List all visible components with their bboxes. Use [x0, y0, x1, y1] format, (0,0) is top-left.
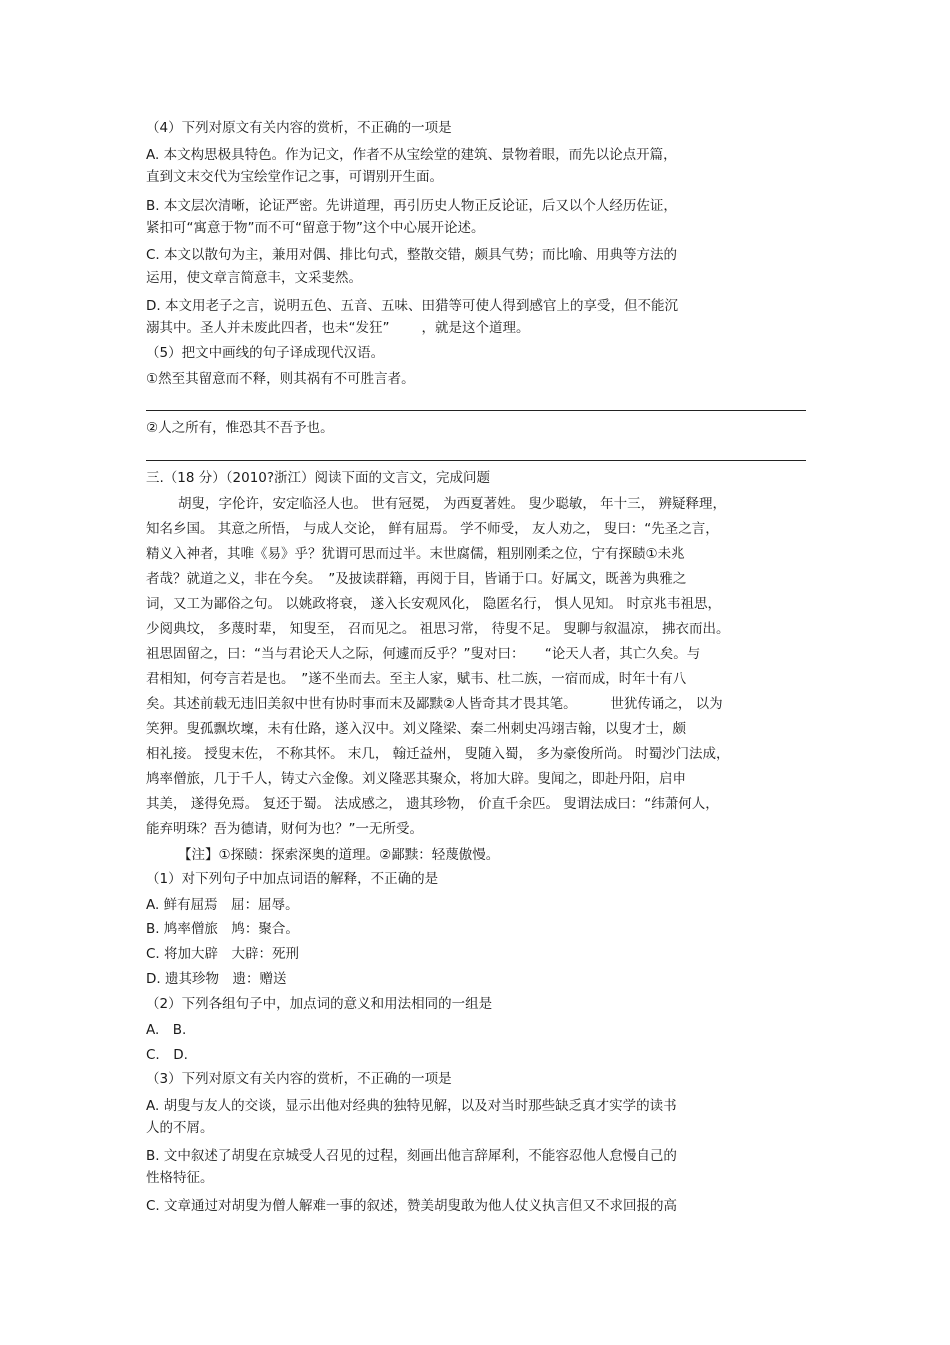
- q4-option-d-line2-part1: 溺其中。圣人并未废此四者，也未“发狂”: [146, 320, 390, 336]
- q5-sentence-2: ②人之所有，惟恐其不吾予也。: [146, 420, 334, 436]
- q3-prompt: （3）下列对原文有关内容的赏析，不正确的一项是: [146, 1071, 452, 1087]
- q3-option-c-line1: C. 文章通过对胡叟为僧人解难一事的叙述，赞美胡叟敢为他人仗义执言但又不求回报的高: [146, 1198, 678, 1214]
- q1-option-d: D. 遗其珍物 遗：赠送: [146, 971, 287, 987]
- q4-option-d-line2: [146, 319, 530, 337]
- passage-line-13: 其美， 遂得免焉。 复还于蜀。 法成感之， 遗其珍物， 价直千余匹。 叟谓法成曰：“纬萧何人，: [146, 796, 719, 812]
- q4-option-b-line2: 紧扣可“寓意于物”而不可“留意于物”这个中心展开论述。: [146, 220, 485, 236]
- q3-option-a-line1: A. 胡叟与友人的交谈，显示出他对经典的独特见解，以及对当时那些缺乏真才实学的读书: [146, 1098, 677, 1114]
- q1-option-c: C. 将加大辟 大辟：死刑: [146, 946, 300, 962]
- q2-options-row-2: C. D.: [146, 1047, 188, 1063]
- q4-option-d-line2-part2: ，就是这个道理。: [421, 320, 530, 336]
- passage-line-10: 笑狎。叟孤飘坎壈，未有仕路，遂入汉中。刘义隆梁、秦二州刺史冯翊吉翰，以叟才士，颇: [146, 721, 686, 737]
- passage-note: 【注】①探赜：探索深奥的道理。②鄙黩：轻蔑傲慢。: [178, 847, 500, 863]
- q2-prompt: （2）下列各组句子中，加点词的意义和用法相同的一组是: [146, 996, 493, 1012]
- q5-sentence-1: ①然至其留意而不释，则其祸有不可胜言者。: [146, 371, 415, 387]
- passage-line-12: 鸠率僧旅，几于千人，铸丈六金像。刘义隆恶其聚众，将加大辟。叟闻之，即赴丹阳，启申: [146, 771, 686, 787]
- passage-line-7: 祖思固留之，曰：“当与君论天人之际，何遽而反乎？”叟对曰： “论天人者，其亡久矣。与: [146, 646, 701, 662]
- q3-option-b-line2: 性格特征。: [146, 1170, 214, 1186]
- passage-line-11: 相礼接。 授叟末佐， 不称其怀。 末几， 翰迁益州， 叟随入蜀， 多为豪俊所尚。 时蜀沙门法成，: [146, 746, 730, 762]
- q1-option-b: B. 鸠率僧旅 鸠：聚合。: [146, 921, 299, 937]
- q4-option-a-line2: 直到文末交代为宝绘堂作记之事，可谓别开生面。: [146, 169, 443, 185]
- passage-line-4: 者哉？就道之义，非在今矣。 ”及披读群籍，再阅于目，皆诵于口。好属文，既善为典雅之: [146, 571, 687, 587]
- q1-option-a: A. 鲜有屈焉 屈：屈辱。: [146, 897, 299, 913]
- passage-line-9: 矣。其述前载无违旧美叙中世有协时事而末及鄙黩②人皆奇其才畏其笔。 世犹传诵之， 以为: [146, 696, 723, 712]
- answer-line-2: [146, 460, 806, 461]
- passage-line-5: 词，又工为鄙俗之句。 以姚政将衰， 遂入长安观风化， 隐匿名行， 惧人见知。 时京兆韦祖思，: [146, 596, 721, 612]
- q5-prompt: （5）把文中画线的句子译成现代汉语。: [146, 345, 385, 361]
- passage-line-3: 精义入神者，其唯《易》乎？犹谓可思而过半。末世腐儒，粗别刚柔之位，宁有探赜①未兆: [146, 546, 685, 562]
- passage-line-2: 知名乡国。 其意之所悟， 与成人交论， 鲜有屈焉。 学不师受， 友人劝之， 叟曰：“先圣之言，: [146, 521, 719, 537]
- passage-line-8: 君相知，何夸言若是也。 ”遂不坐而去。至主人家，赋韦、杜二族，一宿而成，时年十有八: [146, 671, 687, 687]
- q4-option-a-line1: A. 本文构思极具特色。作为记文，作者不从宝绘堂的建筑、景物着眼，而先以论点开篇，: [146, 147, 677, 163]
- passage-line-6: 少阅典坟， 多蔑时辈， 知叟至， 召而见之。 祖思习常， 待叟不足。 叟聊与叙温凉， 拂衣而出。: [146, 621, 730, 637]
- q4-option-c-line2: 运用，使文章言简意丰，文采斐然。: [146, 270, 362, 286]
- section-3-heading: 三.（18 分）（2010?浙江）阅读下面的文言文，完成问题: [146, 470, 491, 486]
- answer-line-1: [146, 410, 806, 411]
- q1-prompt: （1）对下列句子中加点词语的解释，不正确的是: [146, 871, 439, 887]
- q4-prompt: （4）下列对原文有关内容的赏析，不正确的一项是: [146, 120, 452, 136]
- q3-option-b-line1: B. 文中叙述了胡叟在京城受人召见的过程，刻画出他言辞犀利，不能容忍他人怠慢自己的: [146, 1148, 677, 1164]
- q3-option-a-line2: 人的不屑。: [146, 1120, 214, 1136]
- q4-option-b-line1: B. 本文层次清晰，论证严密。先讲道理，再引历史人物正反论证，后又以个人经历佐证，: [146, 198, 677, 214]
- passage-line-1: 胡叟，字伦许，安定临泾人也。 世有冠冕， 为西夏著姓。 叟少聪敏， 年十三， 辨疑释理，: [178, 496, 726, 512]
- q4-option-c-line1: C. 本文以散句为主，兼用对偶、排比句式，整散交错，颇具气势；而比喻、用典等方法的: [146, 247, 678, 263]
- passage-line-14: 能弃明珠？吾为德请，财何为也？”一无所受。: [146, 821, 423, 837]
- q4-option-d-line1: D. 本文用老子之言，说明五色、五音、五味、田猎等可使人得到感官上的享受，但不能沉: [146, 298, 678, 314]
- q2-options-row-1: A. B.: [146, 1022, 187, 1038]
